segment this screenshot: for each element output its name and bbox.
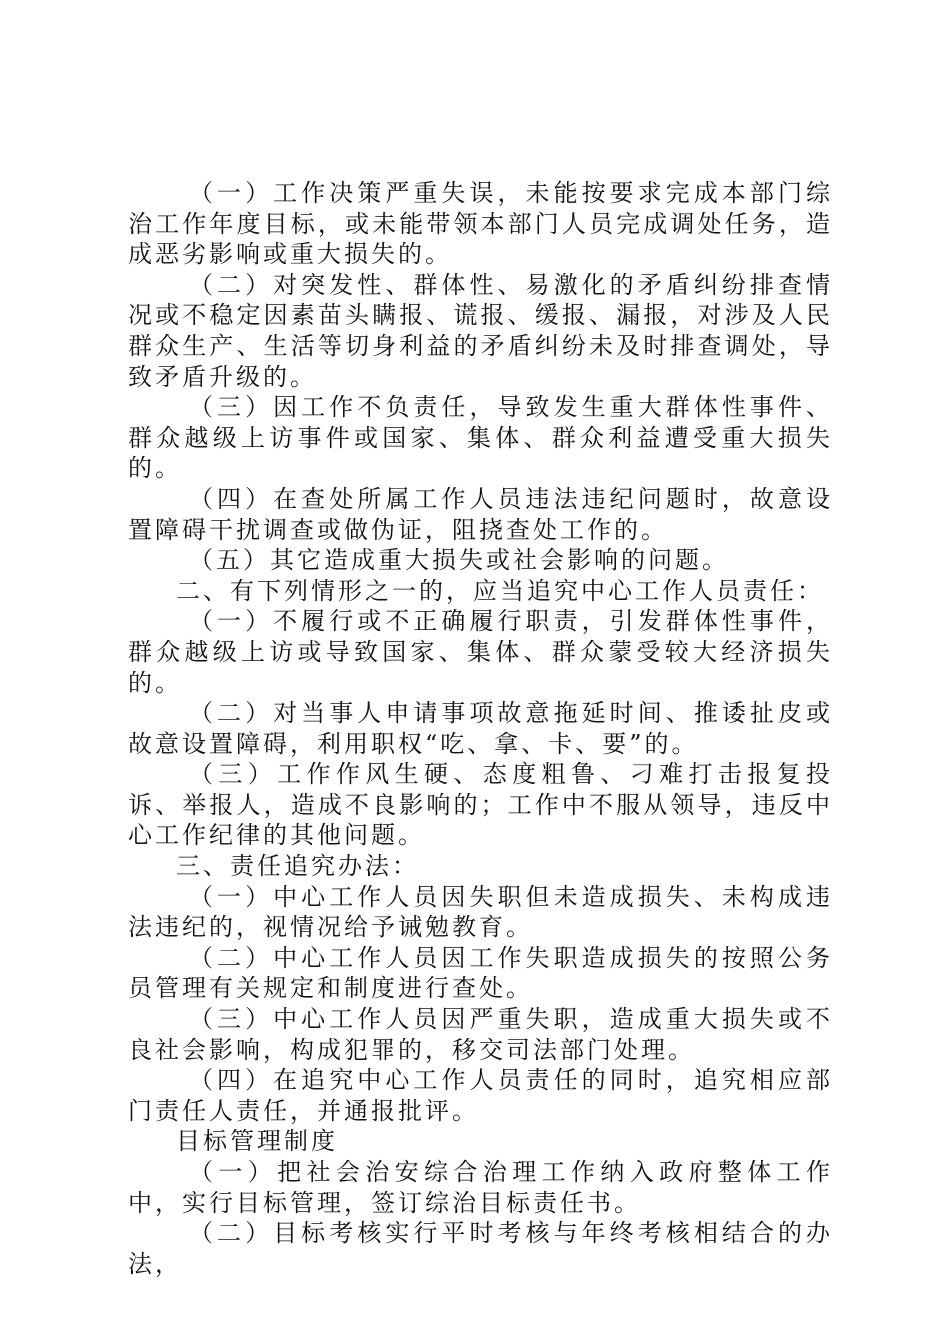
- paragraph: （三）工作作风生硬、态度粗鲁、刁难打击报复投诉、举报人，造成不良影响的；工作中不服从领导，违反中心工作纪律的其他问题。: [128, 760, 833, 850]
- document-body: [128, 178, 833, 1279]
- paragraph: （四）在追究中心工作人员责任的同时，追究相应部门责任人责任，并通报批评。: [128, 1066, 833, 1125]
- section-heading: 二、有下列情形之一的，应当追究中心工作人员责任：: [176, 576, 824, 605]
- paragraph: （五）其它造成重大损失或社会影响的问题。: [189, 546, 729, 575]
- paragraph: （一）把社会治安综合治理工作纳入政府整体工作中，实行目标管理，签订综治目标责任书。: [128, 1158, 833, 1217]
- section-heading: 三、责任追究办法：: [176, 852, 419, 881]
- paragraph: （二）对当事人申请事项故意拖延时间、推诿扯皮或故意设置障碍，利用职权“吃、拿、卡、要”的。: [128, 699, 833, 758]
- paragraph: （三）因工作不负责任，导致发生重大群体性事件、群众越级上访事件或国家、集体、群众利益遭受重大损失的。: [128, 393, 833, 483]
- paragraph: （三）中心工作人员因严重失职，造成重大损失或不良社会影响，构成犯罪的，移交司法部门处理。: [128, 1005, 833, 1064]
- section-heading: 目标管理制度: [176, 1127, 338, 1156]
- paragraph: （一）不履行或不正确履行职责，引发群体性事件，群众越级上访或导致国家、集体、群众蒙受较大经济损失的。: [128, 607, 833, 697]
- paragraph: （一）工作决策严重失误，未能按要求完成本部门综治工作年度目标，或未能带领本部门人员完成调处任务，造成恶劣影响或重大损失的。: [128, 179, 833, 269]
- paragraph: （二）中心工作人员因工作失职造成损失的按照公务员管理有关规定和制度进行查处。: [128, 943, 833, 1003]
- paragraph: （四）在查处所属工作人员违法违纪问题时，故意设置障碍干扰调查或做伪证，阻挠查处工作的。: [128, 484, 833, 544]
- paragraph: （二）目标考核实行平时考核与年终考核相结合的办法，: [128, 1219, 833, 1278]
- paragraph: （二）对突发性、群体性、易激化的矛盾纠纷排查情况或不稳定因素苗头瞒报、谎报、缓报、漏报，对涉及人民群众生产、生活等切身利益的矛盾纠纷未及时排查调处，导致矛盾升级的。: [128, 270, 833, 391]
- paragraph: （一）中心工作人员因失职但未造成损失、未构成违法违纪的，视情况给予诫勉教育。: [128, 882, 833, 942]
